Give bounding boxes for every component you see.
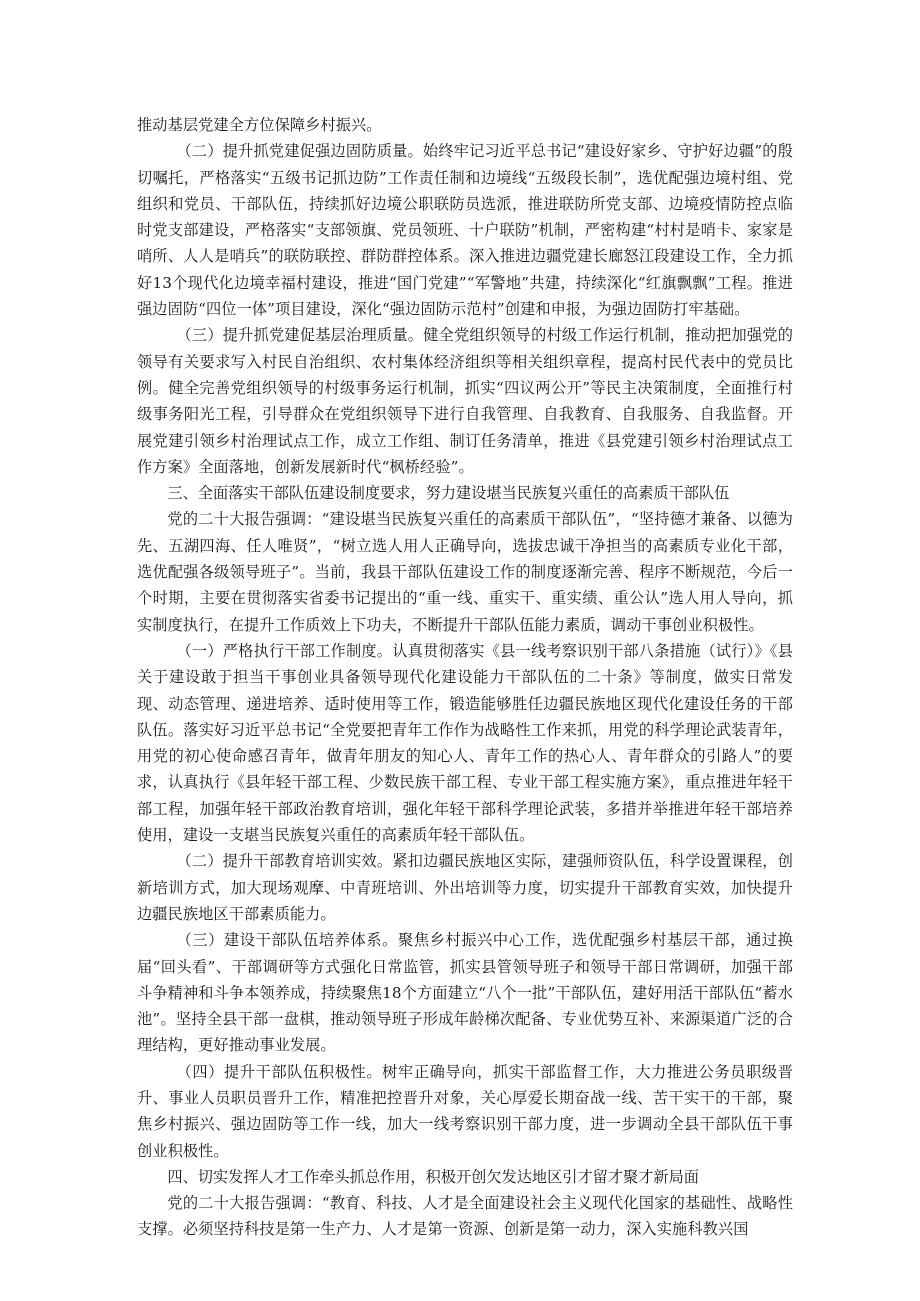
section-heading-talent-work: 四、切实发挥人才工作牵头抓总作用，积极开创欠发达地区引才留才聚才新局面 [167,1167,699,1186]
section-heading-cadre-team: 三、全面落实干部队伍建设制度要求，努力建设堪当民族复兴重任的高素质干部队伍 [167,484,730,503]
paragraph-grassroots-governance: （三）提升抓党建促基层治理质量。健全党组织领导的村级工作运行机制，推动把加强党的领导有关要求写入村民自治组织、农村集体经济组织等相关组织章程，提高村民代表中的党员比例。健全完善党组织领导的村级事务运行机制，抓实“四议两公开”等民主决策制度，全面推行村级事务阳光工程，引导群众在党组织领导下进行自我管理、自我教育、自我服务、自我监督。开展党建引领乡村治理试点工作，成立工作组、制订任务清单，推进《县党建引领乡村治理试点工作方案》全面落地，创新发展新时代“枫桥经验”。 [137,326,793,476]
document-page [137,112,793,1243]
paragraph-cadre-system: （一）严格执行干部工作制度。认真贯彻落实《县一线考察识别干部八条措施（试行）》《县关于建设敢于担当干事创业具备领导现代化建设能力干部队伍的二十条》等制度，做实日常发现、动态管理、递进培养、适时使用等工作，锻造能够胜任边疆民族地区现代化建设任务的干部队伍。落实好习近平总书记“全党要把青年工作作为战略性工作来抓，用党的科学理论武装青年，用党的初心使命感召青年，做青年朋友的知心人、青年工作的热心人、青年群众的引路人”的要求，认真执行《县年轻干部工程、少数民族干部工程、专业干部工程实施方案》，重点推进年轻干部工程，加强年轻干部政治教育培训，强化年轻干部科学理论武装，多措并举推进年轻干部培养使用，建设一支堪当民族复兴重任的高素质年轻干部队伍。 [137,641,793,845]
paragraph-cadre-motivation: （四）提升干部队伍积极性。树牢正确导向，抓实干部监督工作，大力推进公务员职级晋升、事业人员职员晋升工作，精准把控晋升对象，关心厚爱长期奋战一线、苦干实干的干部，聚焦乡村振兴、强边固防等工作一线，加大一线考察识别干部力度，进一步调动全县干部队伍干事创业积极性。 [137,1062,793,1160]
paragraph-border-defense: （二）提升抓党建促强边固防质量。始终牢记习近平总书记“建设好家乡、守护好边疆”的殷切嘱托，严格落实“五级书记抓边防”工作责任制和边境线“五级段长制”，选优配强边境村组、党组织和党员、干部队伍，持续抓好边境公职联防员选派，推进联防所党支部、边境疫情防控点临时党支部建设，严格落实“支部领旗、党员领班、十户联防”机制，严密构建“村村是哨卡、家家是哨所、人人是哨兵”的联防联控、群防群控体系。深入推进边疆党建长廊怒江段建设工作，全力抓好13个现代化边境幸福村建设，推进“国门党建”“军警地”共建，持续深化“红旗飘飘”工程。推进强边固防“四位一体”项目建设，深化“强边固防示范村”创建和申报，为强边固防打牢基础。 [137,142,793,319]
paragraph-cadre-cultivation: （三）建设干部队伍培养体系。聚焦乡村振兴中心工作，选优配强乡村基层干部，通过换届“回头看”、干部调研等方式强化日常监管，抓实县管领导班子和领导干部日常调研，加强干部斗争精神和斗争本领养成，持续聚焦18个方面建立“八个一批”干部队伍，建好用活干部队伍“蓄水池”。坚持全县干部一盘棋，推动领导班子形成年龄梯次配备、专业优势互补、来源渠道广泛的合理结构，更好推动事业发展。 [137,931,793,1055]
paragraph-continuation: 推动基层党建全方位保障乡村振兴。 [137,116,382,134]
paragraph-talent-report: 党的二十大报告强调：“教育、科技、人才是全面建设社会主义现代化国家的基础性、战略性支撑。必须坚持科技是第一生产力、人才是第一资源、创新是第一动力，深入实施科教兴国 [137,1194,793,1239]
paragraph-cadre-report: 党的二十大报告强调：“建设堪当民族复兴重任的高素质干部队伍”，“坚持德才兼备、以德为先、五湖四海、任人唯贤”，“树立选人用人正确导向，选拔忠诚干净担当的高素质专业化干部，选优配强各级领导班子”。当前，我县干部队伍建设工作的制度逐渐完善、程序不断规范，今后一个时期，主要在贯彻落实省委书记提出的“重一线、重实干、重实绩、重公认”选人用人导向，抓实制度执行，在提升工作质效上下功夫，不断提升干部队伍能力素质，调动干事创业积极性。 [137,510,793,634]
paragraph-cadre-training: （二）提升干部教育培训实效。紧扣边疆民族地区实际，建强师资队伍，科学设置课程，创新培训方式，加大现场观摩、中青班培训、外出培训等力度，切实提升干部教育实效，加快提升边疆民族地区干部素质能力。 [137,852,793,923]
